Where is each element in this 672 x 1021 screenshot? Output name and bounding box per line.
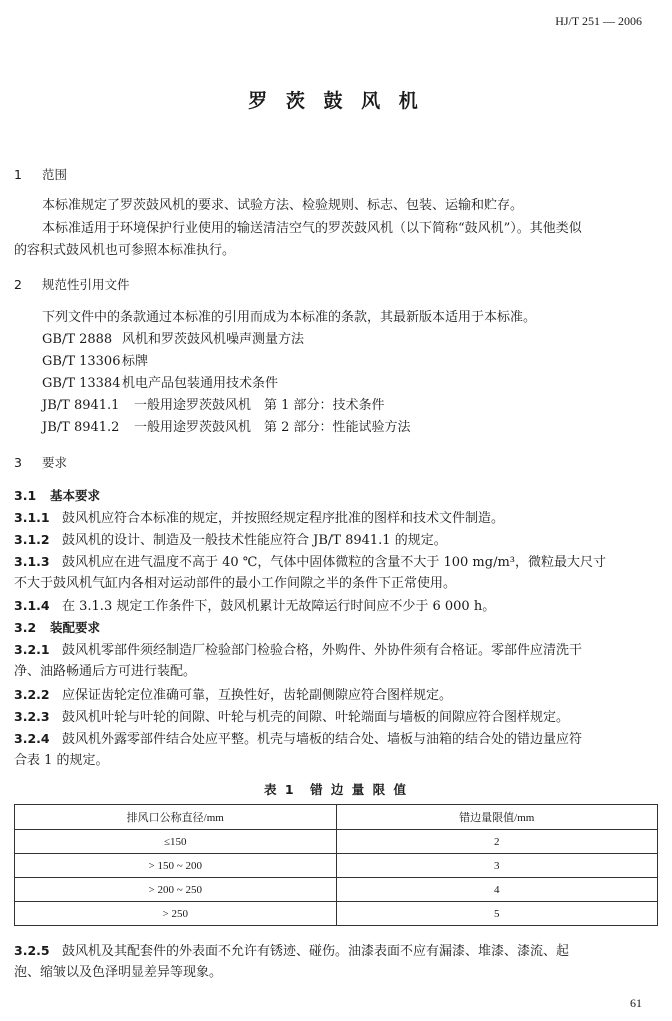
clause-continuation: 泡、缩皱以及色泽明显差异等现象。 [14, 965, 223, 980]
table-cell: 3 [336, 854, 658, 878]
clause-continuation: 合表 1 的规定。 [14, 753, 109, 768]
clause-text: 鼓风机叶轮与叶轮的间隙、叶轮与机壳的间隙、叶轮端面与墙板的间隙应符合图样规定。 [62, 710, 570, 725]
reference-item [42, 397, 385, 415]
clause-text: 鼓风机应符合本标准的规定，并按照经规定程序批准的图样和技术文件制造。 [62, 511, 505, 526]
clause-text: 鼓风机应在进气温度不高于 40 ℃，气体中固体微粒的含量不大于 100 mg/m³，微粒最大尺寸 [62, 555, 606, 570]
page-number: 61 [630, 996, 642, 1010]
table-cell: > 250 [15, 902, 337, 926]
table-cell: 5 [336, 902, 658, 926]
table-cell: > 150 ~ 200 [15, 854, 337, 878]
paragraph: 本标准规定了罗茨鼓风机的要求、试验方法、检验规则、标志、包装、运输和贮存。 [42, 198, 524, 213]
clause-3-1-2 [14, 531, 447, 550]
subsection-3-2-heading [14, 619, 100, 638]
section-title: 规范性引用文件 [42, 277, 130, 292]
clause-number: 3.1.1 [14, 510, 50, 525]
paragraph: 的容积式鼓风机也可参照本标准执行。 [14, 243, 236, 258]
clause-number: 3.2.4 [14, 731, 50, 746]
clause-number: 3.1.3 [14, 554, 50, 569]
section-1-heading [14, 166, 67, 184]
subsection-title: 基本要求 [50, 488, 101, 503]
reference-item [42, 331, 304, 349]
edge-misalignment-table [14, 804, 658, 926]
clause-continuation: 不大于鼓风机气缸内各相对运动部件的最小工作间隙之半的条件下正常使用。 [14, 576, 457, 591]
clause-number: 3.2 [14, 620, 37, 635]
reference-title: 一般用途罗茨鼓风机 第 2 部分：性能试验方法 [134, 420, 411, 435]
clause-text: 鼓风机外露零部件结合处应平整。机壳与墙板的结合处、墙板与油箱的结合处的错边量应符 [62, 732, 583, 747]
reference-item [42, 353, 148, 371]
reference-code: GB/T 13384 [42, 376, 121, 391]
column-header: 排风口公称直径/mm [15, 805, 337, 830]
standard-code: HJ/T 251 — 2006 [555, 14, 642, 28]
table-cell: 2 [336, 830, 658, 854]
clause-number: 3.2.1 [14, 642, 50, 657]
clause-text: 应保证齿轮定位准确可靠，互换性好，齿轮副侧隙应符合图样规定。 [62, 688, 453, 703]
section-title: 范围 [42, 167, 68, 182]
section-3-heading [14, 454, 67, 472]
clause-3-2-1 [14, 641, 582, 660]
clause-text: 鼓风机的设计、制造及一般技术性能应符合 JB/T 8941.1 的规定。 [62, 533, 447, 548]
table-row [15, 854, 658, 878]
clause-text: 在 3.1.3 规定工作条件下，鼓风机累计无故障运行时间应不少于 6 000 h。 [62, 599, 496, 614]
clause-3-2-2 [14, 686, 452, 705]
table-caption: 表 1 错 边 量 限 值 [264, 782, 408, 797]
section-2-heading [14, 276, 130, 294]
reference-code: GB/T 13306 [42, 354, 121, 369]
table-cell: > 200 ~ 250 [15, 878, 337, 902]
subsection-3-1-heading [14, 487, 100, 506]
paragraph: 下列文件中的条款通过本标准的引用而成为本标准的条款，其最新版本适用于本标准。 [42, 310, 537, 325]
clause-3-2-5 [14, 942, 569, 961]
column-header: 错边量限值/mm [336, 805, 658, 830]
clause-3-1-3 [14, 553, 606, 572]
table-header-row [15, 805, 658, 830]
section-title: 要求 [42, 455, 68, 470]
table-cell: ≤150 [15, 830, 337, 854]
clause-number: 3.2.2 [14, 687, 50, 702]
clause-3-1-1 [14, 509, 504, 528]
clause-3-1-4 [14, 597, 495, 616]
section-number: 1 [14, 167, 22, 182]
clause-3-2-4 [14, 730, 582, 749]
clause-number: 3.1 [14, 488, 37, 503]
clause-continuation: 净、油路畅通后方可进行装配。 [14, 664, 197, 679]
reference-code: GB/T 2888 [42, 332, 113, 347]
clause-text: 鼓风机及其配套件的外表面不允许有锈迹、碰伤。油漆表面不应有漏漆、堆漆、漆流、起 [62, 944, 570, 959]
table-row [15, 902, 658, 926]
clause-number: 3.1.4 [14, 598, 50, 613]
reference-title: 机电产品包装通用技术条件 [122, 376, 279, 391]
table-row [15, 830, 658, 854]
table-row [15, 878, 658, 902]
section-number: 3 [14, 455, 22, 470]
paragraph: 本标准适用于环境保护行业使用的输送清洁空气的罗茨鼓风机（以下简称“鼓风机”）。其他类似 [42, 221, 582, 236]
clause-number: 3.2.5 [14, 943, 50, 958]
reference-title: 风机和罗茨鼓风机噪声测量方法 [122, 332, 305, 347]
clause-number: 3.2.3 [14, 709, 50, 724]
reference-title: 标牌 [122, 354, 149, 369]
clause-3-2-3 [14, 708, 569, 727]
reference-item [42, 375, 278, 393]
reference-code: JB/T 8941.1 [42, 398, 120, 413]
clause-text: 鼓风机零部件须经制造厂检验部门检验合格，外购件、外协件须有合格证。零部件应清洗干 [62, 643, 583, 658]
subsection-title: 装配要求 [50, 620, 101, 635]
reference-item [42, 419, 411, 437]
document-title: 罗 茨 鼓 风 机 [248, 90, 424, 112]
reference-title: 一般用途罗茨鼓风机 第 1 部分：技术条件 [134, 398, 385, 413]
reference-code: JB/T 8941.2 [42, 420, 120, 435]
clause-number: 3.1.2 [14, 532, 50, 547]
section-number: 2 [14, 277, 22, 292]
table-cell: 4 [336, 878, 658, 902]
